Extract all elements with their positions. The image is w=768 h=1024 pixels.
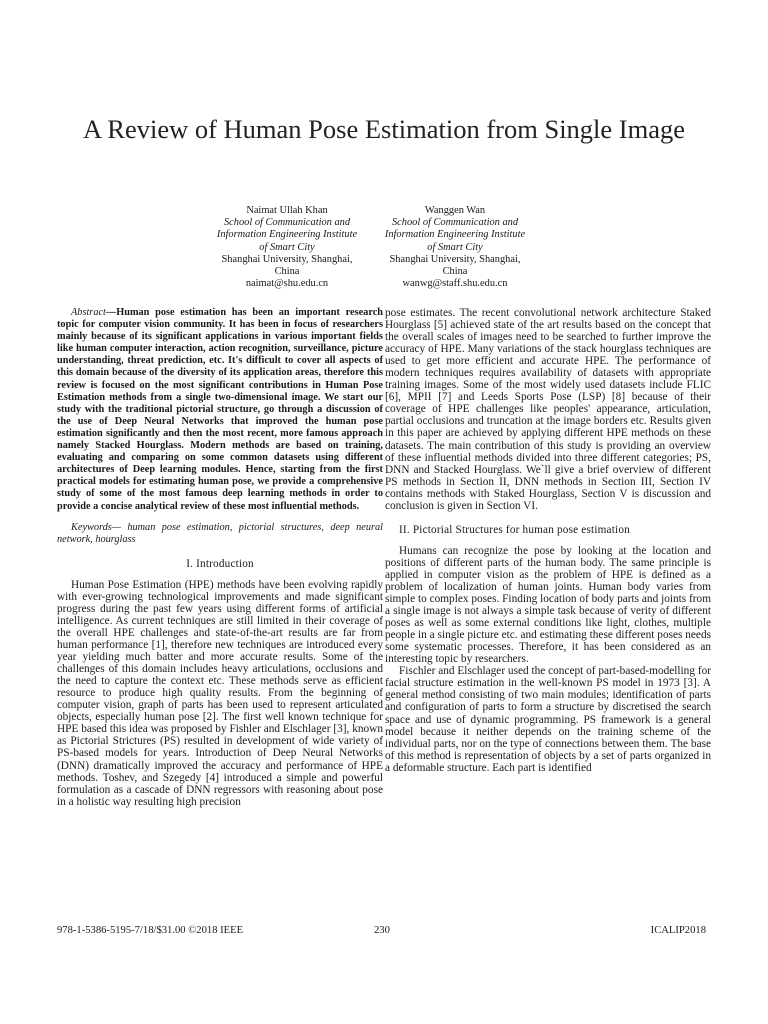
page-number: 230 (374, 925, 390, 936)
keywords (57, 522, 383, 546)
author-email: naimat@shu.edu.cn (245, 278, 329, 290)
pictorial-paragraph-1: Humans can recognize the pose by looking at the location and positions of different parts of the human body. The same principle is applied in computer vision as the problem of HPE is defined as a problem of localization of human joints. Human body varies from simple to complex poses. Finding location of body parts and joints from a single image is not always a simple task because of verity of different poses as well as some external conditions like light, clothes, multiple people in a single picture etc. and estimating these different poses needs some systematic processes. Therefore, it has been considered as an interesting topic by researchers. (385, 544, 711, 666)
section-heading-pictorial-structures: II. Pictorial Structures for human pose estimation (399, 523, 630, 536)
pictorial-paragraph-2: Fischler and Elschlager used the concept of part-based-modelling for facial structure estimation in the well-known PS model in 1973 [3]. A general method consisting of two main modules; identification of parts and configuration of parts to form a structure by discretised the search space and use of dynamic programming. PS framework is a general model because it neither depends on the training scheme of the individual parts, nor on the type of connections between them. The base of this method is representation of objects by a set of parts organized in a deformable structure. Each part is identified (385, 665, 711, 774)
paper-title: A Review of Human Pose Estimation from Single Image (82, 114, 686, 144)
section-heading-introduction: I. Introduction (186, 557, 254, 570)
author-country: China (274, 266, 300, 278)
footer-copyright: 978-1-5386-5195-7/18/$31.00 ©2018 IEEE (57, 925, 244, 936)
author-name: Wanggen Wan (424, 205, 486, 216)
author-university: Shanghai University, Shanghai, (221, 253, 353, 265)
keywords-text: — human pose estimation, pictorial structures, deep neural network, hourglass (57, 521, 383, 545)
author-name: Naimat Ullah Khan (246, 205, 328, 216)
left-column (57, 307, 383, 808)
author-email: wanwg@staff.shu.edu.cn (402, 278, 508, 290)
author-affiliation: School of Communication and Information Engineering Institute of Smart City (384, 217, 526, 253)
abstract (57, 307, 383, 513)
author-country: China (442, 266, 468, 278)
footer-conference: ICALIP2018 (650, 925, 706, 936)
author-affiliation: School of Communication and Information Engineering Institute of Smart City (216, 217, 358, 253)
right-column (385, 307, 711, 774)
introduction-continued-paragraph: pose estimates. The recent convolutional network architecture Staked Hourglass [5] achieved state of the art results based on the concept that the overall scales of images need to be searched to further improve the accuracy of HPE. Many variations of the stack hourglass techniques are used to get more efficient and accurate HPE. The performance of modern techniques requires availability of datasets with appropriate training images. Some of the most widely used datasets include FLIC [6], MPII [7] and Leeds Sports Pose (LSP) [8] because of their coverage of HPE challenges like peoples' appearance, articulation, partial occlusions and truncation at the image borders etc. Results given in this paper are achieved by applying different HPE methods on these datasets. The main contribution of this study is providing an overview of these influential methods divided into three different categories; PS, DNN and Stacked Hourglass. We`ll give a brief overview of different PS methods in Section II, DNN methods in Section III, Section IV contains methods with Staked Hourglass, Section V is discussion and conclusion is given in Section VI. (385, 307, 711, 512)
author-block (212, 205, 362, 290)
abstract-text: —Human pose estimation has been an important research topic for computer vision community. It has been in focus of researchers mainly because of its significant applications in various important fields like human computer interaction, action recognition, surveillance, picture understanding, threat prediction, etc. It's difficult to cover all aspects of this domain because of the diversity of its application areas, therefore this review is focused on the most significant contributions in Human Pose Estimation methods from a single two-dimensional image. We start our study with the traditional pictorial structure, go through a discussion of the use of Deep Neural Networks that improved the human pose estimation significantly and then the most recent, more famous approach namely Stacked Hourglass. Modern methods are based on training, evaluating and comparing on some common datasets using different architectures of Deep learning modules. Hence, starting from the first practical models for estimating human pose, we provide a comprehensive study of some of the most famous deep learning methods in order to provide a concise analytical review of these most influential methods. (57, 307, 383, 512)
keywords-lead: Keywords (71, 521, 112, 533)
introduction-paragraph: Human Pose Estimation (HPE) methods have been evolving rapidly with ever-growing technological improvements and made significant progress during the past few years using different forms of artificial intelligence. As current techniques are still limited in their coverage of the overall HPE challenges and state-of-the-art results are far from human performance [1], therefore new techniques are introduced every year yielding much batter and more accurate results. Some of the challenges of this domain includes heavy articulations, occlusions and the need to capture the context etc. These methods serve as efficient resource to produce high quality results. From the beginning of computer vision, graph of parts has been used to represent articulated objects, especially human pose [2]. The first well known technique for HPE based this idea was proposed by Fishler and Elschlager [3], known as Pictorial Strictures (PS) resulted in development of wide variety of PS-based models for years. Introduction of Deep Neural Networks (DNN) dramatically improved the accuracy and performance of HPE methods. Toshev, and Szegedy [4] introduced a simple and powerful formulation as a cascade of DNN regressors with reasoning about pose in a holistic way resulting high precision (57, 578, 383, 808)
abstract-lead: Abstract (71, 307, 106, 318)
author-university: Shanghai University, Shanghai, (389, 253, 521, 265)
author-block (380, 205, 530, 290)
